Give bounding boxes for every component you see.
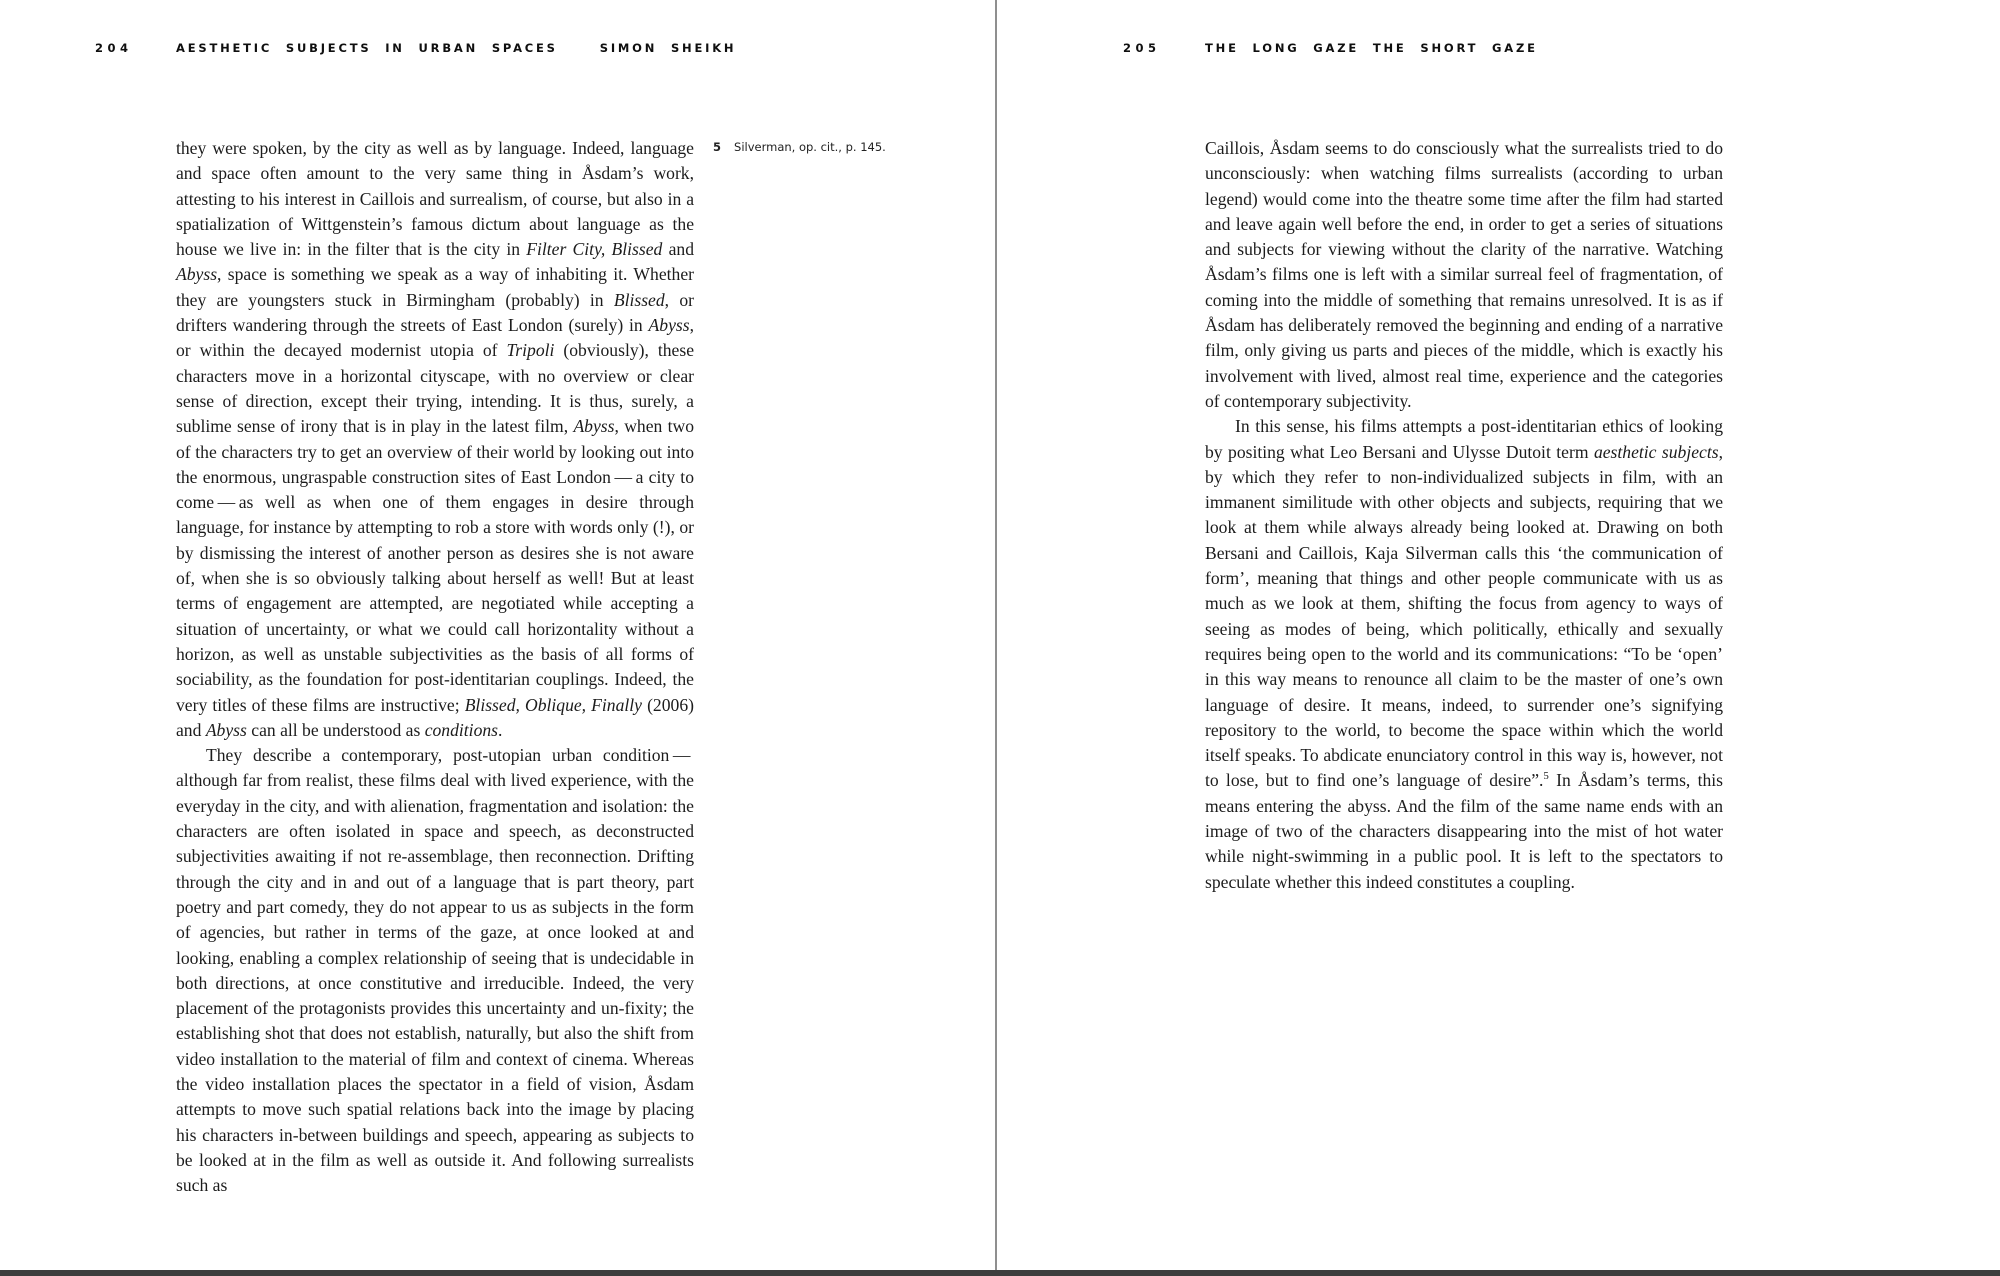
- right-running-head: [1205, 41, 1538, 55]
- page-gutter-divider: [995, 0, 997, 1276]
- footnote: [713, 140, 886, 154]
- left-header-title: AESTHETIC SUBJECTS IN URBAN SPACES: [176, 41, 558, 55]
- footnote-number: 5: [713, 140, 722, 154]
- paragraph: they were spoken, by the city as well as by language. Indeed, language and space often amount to the very same thing in Åsdam’s work, attesting to his interest in Caillois and surrealism, of course, but also in a spatialization of Wittgenstein’s famous dictum about language as the house we live in: in the filter that is the city in Filter City, Blissed and Abyss, space is something we speak as a way of inhabiting it. Whether they are youngsters stuck in Birmingham (probably) in Blissed, or drifters wandering through the streets of East London (surely) in Abyss, or within the decayed modernist utopia of Tripoli (obviously), these characters move in a horizontal cityscape, with no overview or clear sense of direction, except their trying, intending. It is thus, surely, a sublime sense of irony that is in play in the latest film, Abyss, when two of the characters try to get an overview of their world by looking out into the enormous, ungraspable construction sites of East London — a city to come — as well as when one of them engages in desire through language, for instance by attempting to rob a store with words only (!), or by dismissing the interest of another person as desires she is not aware of, when she is so obviously talking about herself as well! But at least terms of engagement are attempted, are negotiated while accepting a situation of uncertainty, or what we could call horizontality without a horizon, as well as unstable subjectivities as the basis of all forms of sociability, as the foundation for post-identitarian couplings. Indeed, the very titles of these films are instructive; Blissed, Oblique, Finally (2006) and Abyss can all be understood as conditions.: [176, 138, 695, 740]
- left-running-head: [176, 41, 736, 55]
- paragraph: In this sense, his films attempts a post-identitarian ethics of looking by positing what Leo Bersani and Ulysse Dutoit term aesthetic subjects, by which they refer to non-individualized subjects in film, with an immanent similitude with other objects and subjects, requiring that we look at them while always already being looked at. Drawing on both Bersani and Caillois, Kaja Silverman calls this ‘the communication of form’, meaning that things and other people communicate with us as much as we look at them, shifting the focus from agency to ways of seeing as modes of being, which politically, ethically and sexually requires being open to the world and its communications: “To be ‘open’ in this way means to renounce all claim to be the master of one’s own language of desire. It means, indeed, to surrender one’s signifying repository to the world, to become the space within which the world itself speaks. To abdicate enunciatory control in this way is, however, not to lose, but to find one’s language of desire”.$^5$ In Åsdam’s terms, this means entering the abyss. And the film of the same name ends with an image of two of the characters disappearing into the mist of hot water while night-swimming in a public pool. It is left to the spectators to speculate whether this indeed constitutes a coupling.: [1205, 416, 1723, 892]
- page-number-left: 204: [95, 41, 133, 55]
- scan-bottom-edge: [0, 1270, 2000, 1276]
- paragraph: They describe a contemporary, post-utopian urban condition — although far from realist, these films deal with lived experience, with the everyday in the city, and with alienation, fragmentation and isolation: the characters are often isolated in space and speech, as deconstructed subjectivities awaiting if not re-assemblage, then reconnection. Drifting through the city and in and out of a language that is part theory, part poetry and part comedy, they do not appear to us as subjects in the form of agencies, but rather in terms of the gaze, at once looked at and looking, enabling a complex relationship of seeing that is undecidable in both directions, at once constitutive and irreducible. Indeed, the very placement of the protagonists provides this uncertainty and un-fixity; the establishing shot that does not establish, naturally, but also the shift from video installation to the material of film and context of cinema. Whereas the video installation places the spectator in a field of vision, Åsdam attempts to move such spatial relations back into the image by placing his characters in-between buildings and speech, appearing as subjects to be looked at in the film as well as outside it. And following surrealists such as: [176, 745, 694, 1196]
- right-header-title: THE LONG GAZE THE SHORT GAZE: [1205, 41, 1538, 55]
- left-header-author: SIMON SHEIKH: [599, 41, 737, 55]
- page-number-right: 205: [1123, 41, 1161, 55]
- right-text-column: [1205, 136, 1723, 895]
- footnote-text: Silverman, op. cit., p. 145.: [734, 140, 886, 154]
- paragraph: Caillois, Åsdam seems to do consciously what the surrealists tried to do unconsciously: when watching films surrealists (according to urban legend) would come into the theatre some time after the film had started and leave again well before the end, in order to get a series of situations and subjects for viewing without the clarity of the narrative. Watching Åsdam’s films one is left with a similar surreal feel of fragmentation, of coming into the middle of something that remains unresolved. It is as if Åsdam has deliberately removed the beginning and ending of a narrative film, only giving us parts and pieces of the middle, which is exactly his involvement with lived, almost real time, experience and the categories of contemporary subjectivity.: [1205, 138, 1723, 411]
- left-text-column: [176, 136, 694, 1198]
